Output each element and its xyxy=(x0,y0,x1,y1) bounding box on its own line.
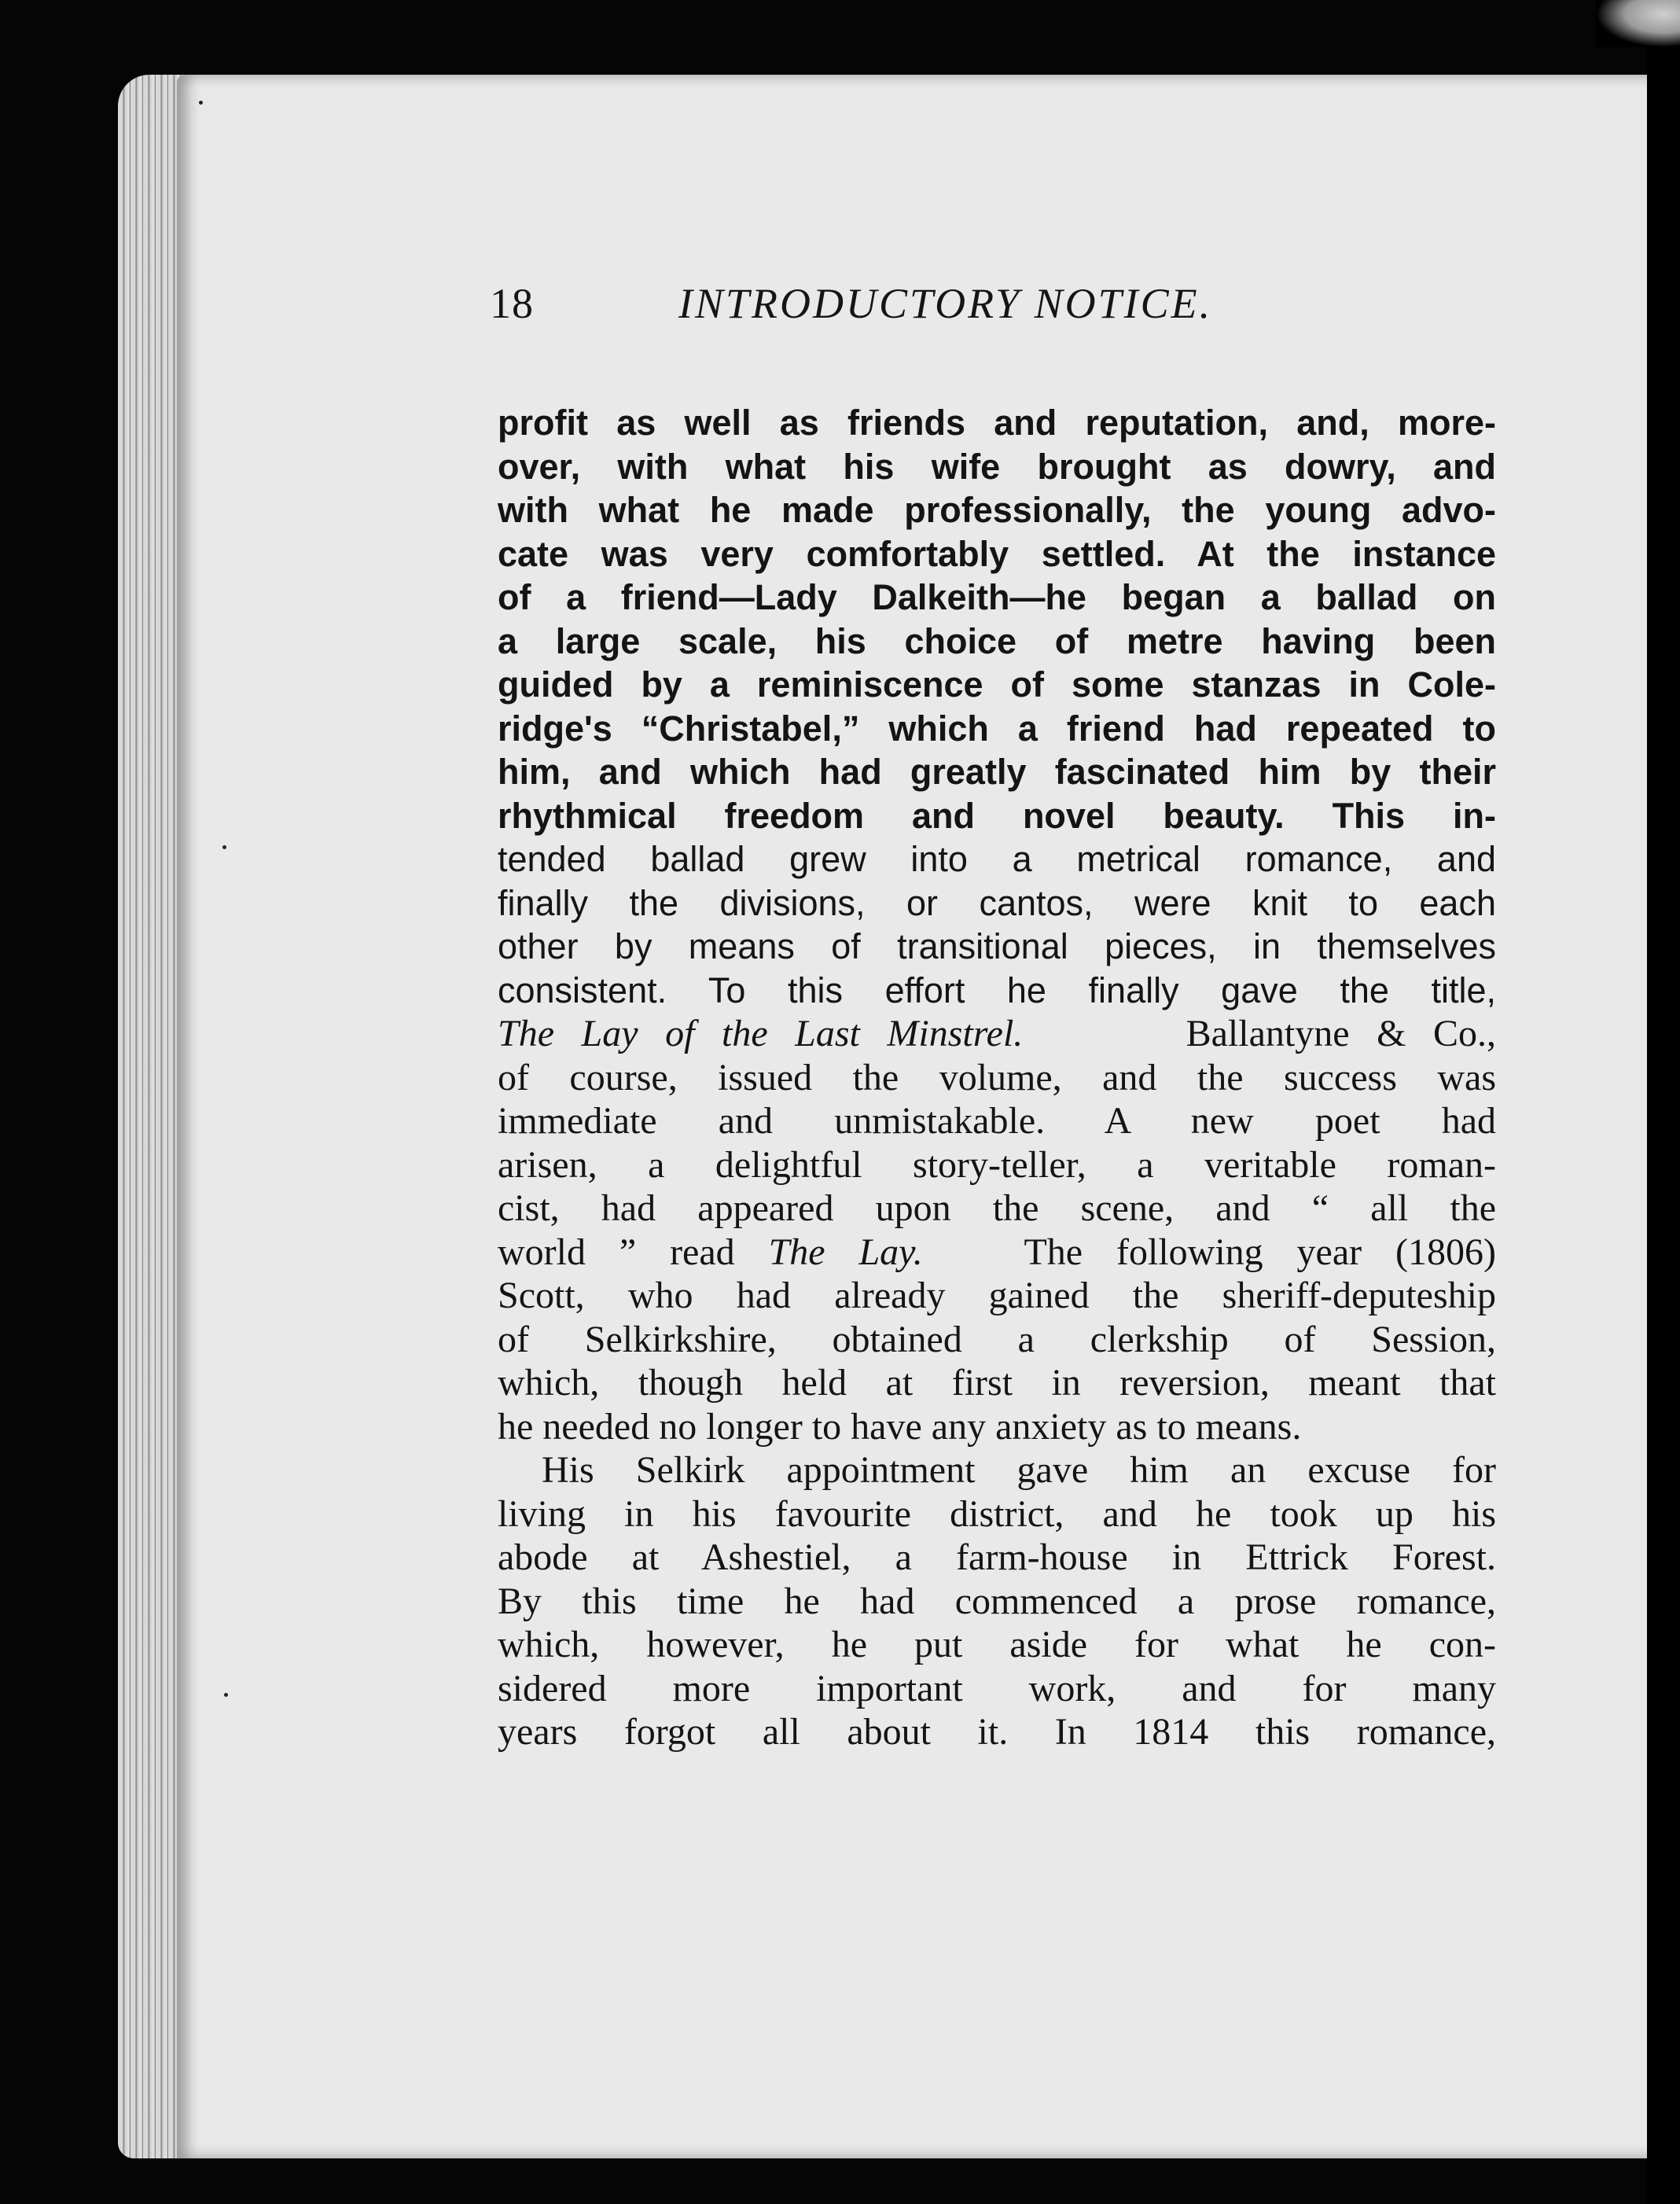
text-fragment: world ” read xyxy=(498,1231,735,1273)
corner-artifact xyxy=(1596,0,1680,47)
text-line: which, though held at first in reversion, meant that xyxy=(498,1362,1496,1404)
text-line: a large scale, his choice of metre having been xyxy=(498,620,1496,661)
text-line xyxy=(498,1012,1496,1056)
text-line: sidered more important work, and for many xyxy=(498,1667,1496,1709)
text-line: Scott, who had already gained the sheriff-deputeship xyxy=(498,1275,1496,1316)
text-line: living in his favourite district, and he took up his xyxy=(498,1492,1496,1535)
speck xyxy=(222,845,226,849)
text-line: of a friend—Lady Dalkeith—he began a ballad on xyxy=(498,577,1496,617)
text-line: cist, had appeared upon the scene, and “ all the xyxy=(498,1187,1496,1229)
text-line: abode at Ashestiel, a farm-house in Ettrick Forest. xyxy=(498,1536,1496,1578)
text-line: with what he made professionally, the young advo- xyxy=(498,490,1496,530)
speck xyxy=(199,101,203,105)
text-line: tended ballad grew into a metrical romance, and xyxy=(498,839,1496,879)
text-line: him, and which had greatly fascinated him by their xyxy=(498,752,1496,792)
text-line: ridge's “Christabel,” which a friend had repeated to xyxy=(498,708,1496,749)
text-fragment: The following year (1806) xyxy=(1024,1231,1496,1273)
right-shadow xyxy=(1647,0,1680,2204)
text-line: other by means of transitional pieces, in themselves xyxy=(498,926,1496,966)
speck xyxy=(224,1693,228,1697)
text-fragment: Ballantyne & Co., xyxy=(1186,1013,1496,1054)
running-title: INTRODUCTORY NOTICE. xyxy=(678,280,1213,327)
text-line: he needed no longer to have any anxiety as to means. xyxy=(498,1405,1302,1448)
text-line: finally the divisions, or cantos, were knit to each xyxy=(498,882,1496,923)
italic-title: The Lay. xyxy=(768,1231,923,1273)
italic-title: The Lay of the Last Minstrel. xyxy=(498,1013,1024,1054)
text-line: of Selkirkshire, obtained a clerkship of Session, xyxy=(498,1318,1496,1360)
body-text xyxy=(498,401,1496,1754)
page-header xyxy=(490,279,1496,334)
text-line: His Selkirk appointment gave him an excuse for xyxy=(542,1449,1496,1491)
text-line: profit as well as friends and reputation, and, more- xyxy=(498,403,1496,443)
text-line: consistent. To this effort he finally gave the title, xyxy=(498,970,1496,1010)
text-line: By this time he had commenced a prose romance, xyxy=(498,1580,1496,1622)
text-line: which, however, he put aside for what he con- xyxy=(498,1624,1496,1665)
text-line xyxy=(498,1231,1496,1275)
page-number: 18 xyxy=(490,280,534,327)
text-line: rhythmical freedom and novel beauty. This in- xyxy=(498,795,1496,836)
text-line: cate was very comfortably settled. At the instance xyxy=(498,533,1496,574)
text-line: guided by a reminiscence of some stanzas in Cole- xyxy=(498,664,1496,705)
text-line: over, with what his wife brought as dowry, and xyxy=(498,446,1496,487)
text-line: of course, issued the volume, and the success was xyxy=(498,1056,1496,1098)
text-line: arisen, a delightful story-teller, a veritable roman- xyxy=(498,1143,1496,1186)
text-line: immediate and unmistakable. A new poet had xyxy=(498,1100,1496,1142)
text-line: years forgot all about it. In 1814 this romance, xyxy=(498,1711,1496,1753)
